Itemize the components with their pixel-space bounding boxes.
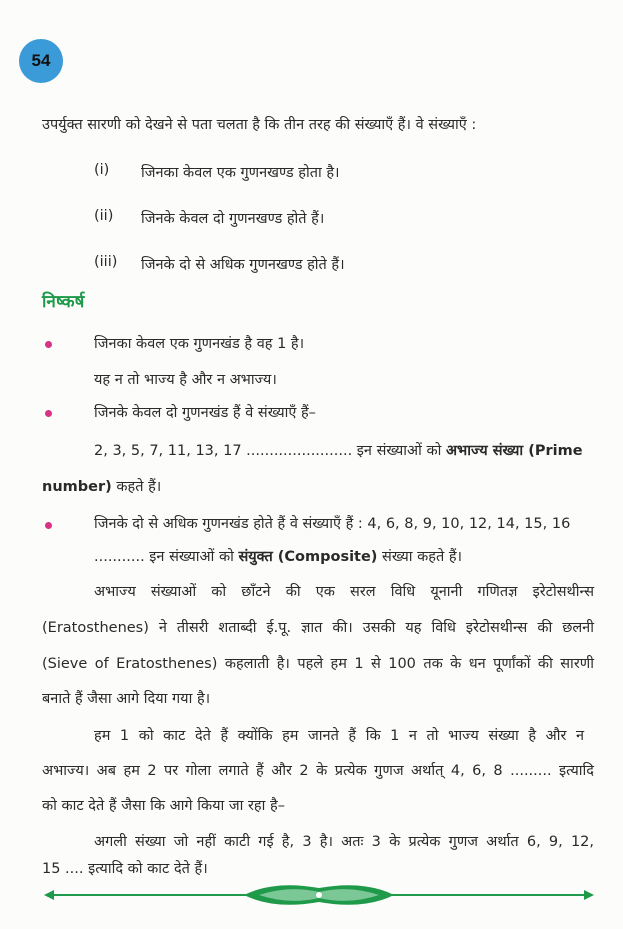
para2-line-2: अभाज्य। अब हम 2 पर गोला लगाते हैं और 2 के प्रत्येक गुणज अर्थात् 4, 6, 8 ......... इत्यादि [42, 763, 594, 779]
bullet-3-line-2-rest: संख्या कहते हैं। [377, 549, 463, 565]
bullet-dot-3 [45, 522, 52, 529]
conclusion-heading: निष्कर्ष [42, 292, 85, 312]
type-2-number: (ii) [94, 208, 114, 224]
para3-line-1: अगली संख्या जो नहीं काटी गई है, 3 है। अतः 3 के प्रत्येक गुणज अर्थात 6, 9, 12, [94, 834, 594, 850]
bullet-dot-1 [45, 341, 52, 348]
bullet-3-line-2-pre: ........... इन संख्याओं को [94, 549, 239, 565]
type-1-text: जिनका केवल एक गुणनखण्ड होता है। [141, 165, 340, 181]
para2-line-1: हम 1 को काट देते हैं क्योंकि हम जानते हैं कि 1 न तो भाज्य संख्या है और न [94, 728, 584, 744]
bullet-3-line-1: जिनके दो से अधिक गुणनखंड होते हैं वे संख्याएँ हैं : 4, 6, 8, 9, 10, 12, 14, 15, 16 [94, 516, 571, 532]
intro-text: उपर्युक्त सारणी को देखने से पता चलता है कि तीन तरह की संख्याएँ हैं। वे संख्याएँ : [42, 117, 477, 133]
prime-numbers-list: 2, 3, 5, 7, 11, 13, 17 ....................... इन संख्याओं को [94, 443, 446, 459]
para1-line-4: बनाते हैं जैसा आगे दिया गया है। [42, 691, 211, 707]
footer-ornament [44, 880, 594, 910]
prime-term-end: number) [42, 479, 112, 495]
bullet-2-line-3 [42, 476, 161, 496]
type-3-number: (iii) [94, 254, 118, 270]
para1-line-3: (Sieve of Eratosthenes) कहलाती है। पहले हम 1 से 100 तक के धन पूर्णांकों की सारणी [42, 656, 594, 672]
page-number-badge: 54 [19, 39, 63, 83]
bullet-1-line-1: जिनका केवल एक गुणनखंड है वह 1 है। [94, 336, 305, 352]
para1-line-1: अभाज्य संख्याओं को छाँटने की एक सरल विधि यूनानी गणितज्ञ इरेटोसथीन्स [94, 584, 594, 600]
para2-line-3: को काट देते हैं जैसा कि आगे किया जा रहा है– [42, 798, 285, 814]
bullet-3-line-2 [94, 546, 462, 566]
para3-line-2: 15 .... इत्यादि को काट देते हैं। [42, 861, 208, 877]
para1-line-2: (Eratosthenes) ने तीसरी शताब्दी ई.पू. ज्ञात की। उसकी यह विधि इरेटोसथीन्स की छलनी [42, 620, 594, 636]
bullet-2-line-2 [94, 440, 583, 460]
prime-term: अभाज्य संख्या (Prime [445, 443, 583, 459]
bullet-1-line-2: यह न तो भाज्य है और न अभाज्य। [94, 372, 277, 388]
bullet-dot-2 [45, 410, 52, 417]
bullet-2-line-1: जिनके केवल दो गुणनखंड हैं वे संख्याएँ हैं– [94, 405, 316, 421]
bullet-2-line-3-rest: कहते हैं। [111, 479, 162, 495]
type-2-text: जिनके केवल दो गुणनखण्ड होते हैं। [141, 211, 325, 227]
type-3-text: जिनके दो से अधिक गुणनखण्ड होते हैं। [141, 257, 345, 273]
type-1-number: (i) [94, 162, 110, 178]
composite-term: संयुक्त (Composite) [238, 549, 378, 565]
